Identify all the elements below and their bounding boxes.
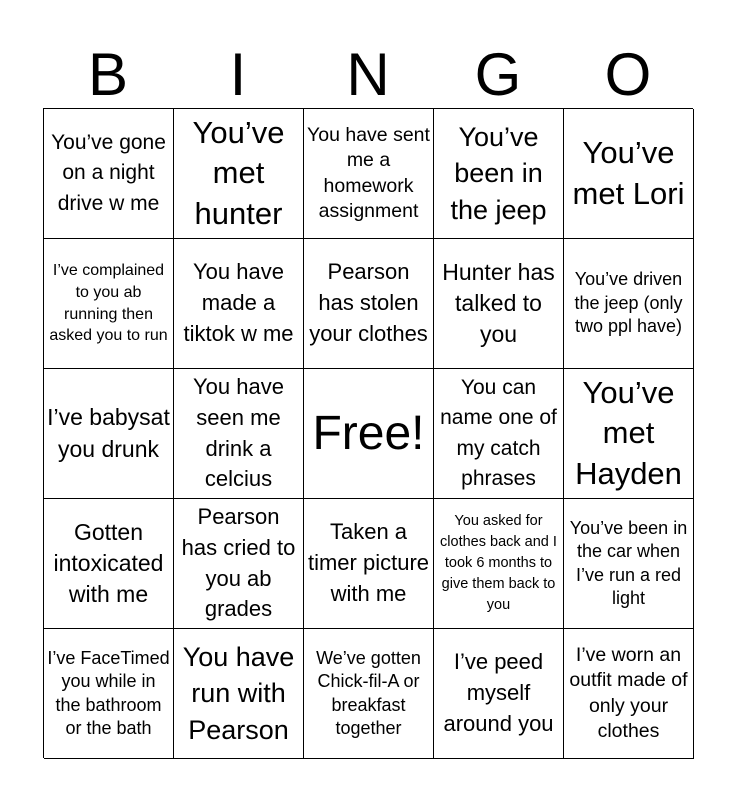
bingo-cell-r3-c2[interactable]: You have seen me drink a celcius xyxy=(174,369,304,499)
bingo-cell-r4-c3[interactable]: Taken a timer picture with me xyxy=(304,499,434,629)
header-letter-n: N xyxy=(346,41,390,108)
bingo-cell-r1-c5[interactable]: You’ve met Lori xyxy=(564,109,694,239)
bingo-cell-r3-c4[interactable]: You can name one of my catch phrases xyxy=(434,369,564,499)
bingo-cell-r4-c4[interactable]: You asked for clothes back and I took 6 months to give them back to you xyxy=(434,499,564,629)
bingo-cell-r2-c5[interactable]: You’ve driven the jeep (only two ppl have) xyxy=(564,239,694,369)
bingo-cell-free-space[interactable]: Free! xyxy=(304,369,434,499)
bingo-header xyxy=(43,41,693,108)
bingo-cell-r5-c1[interactable]: I’ve FaceTimed you while in the bathroom or the bath xyxy=(44,629,174,759)
bingo-cell-r2-c1[interactable]: I’ve complained to you ab running then asked you to run xyxy=(44,239,174,369)
bingo-cell-r2-c2[interactable]: You have made a tiktok w me xyxy=(174,239,304,369)
bingo-card-grid xyxy=(43,108,693,758)
bingo-cell-r1-c1[interactable]: You’ve gone on a night drive w me xyxy=(44,109,174,239)
bingo-cell-r3-c1[interactable]: I’ve babysat you drunk xyxy=(44,369,174,499)
bingo-cell-r1-c2[interactable]: You’ve met hunter xyxy=(174,109,304,239)
header-letter-g: G xyxy=(474,41,522,108)
bingo-cell-r1-c3[interactable]: You have sent me a homework assignment xyxy=(304,109,434,239)
bingo-cell-r5-c4[interactable]: I’ve peed myself around you xyxy=(434,629,564,759)
header-letter-b: B xyxy=(87,41,129,108)
bingo-cell-r2-c4[interactable]: Hunter has talked to you xyxy=(434,239,564,369)
bingo-cell-r5-c5[interactable]: I’ve worn an outfit made of only your clothes xyxy=(564,629,694,759)
bingo-cell-r4-c2[interactable]: Pearson has cried to you ab grades xyxy=(174,499,304,629)
header-letter-o: O xyxy=(604,41,652,108)
header-letter-i: I xyxy=(229,41,247,108)
bingo-cell-r2-c3[interactable]: Pearson has stolen your clothes xyxy=(304,239,434,369)
bingo-cell-r4-c1[interactable]: Gotten intoxicated with me xyxy=(44,499,174,629)
bingo-cell-r3-c5[interactable]: You’ve met Hayden xyxy=(564,369,694,499)
bingo-cell-r4-c5[interactable]: You’ve been in the car when I’ve run a red light xyxy=(564,499,694,629)
bingo-cell-r5-c3[interactable]: We’ve gotten Chick-fil-A or breakfast together xyxy=(304,629,434,759)
bingo-cell-r5-c2[interactable]: You have run with Pearson xyxy=(174,629,304,759)
bingo-cell-r1-c4[interactable]: You’ve been in the jeep xyxy=(434,109,564,239)
